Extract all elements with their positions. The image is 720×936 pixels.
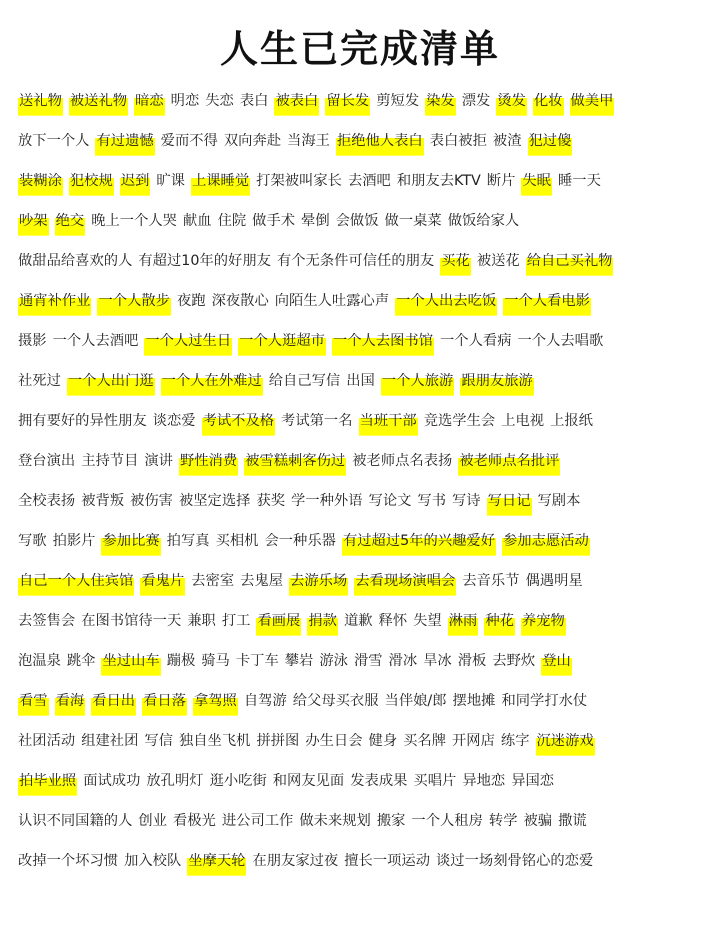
checklist-item: 写剧本 xyxy=(537,493,581,509)
checklist-item: 和同学打水仗 xyxy=(501,693,588,709)
checklist-item-highlighted: 淋雨 xyxy=(448,604,479,638)
checklist-item: 搬家 xyxy=(376,813,406,829)
checklist-item-highlighted: 有过遗憾 xyxy=(95,124,154,158)
checklist-item: 失望 xyxy=(413,613,442,629)
checklist-item-highlighted: 跟朋友旅游 xyxy=(460,364,533,398)
checklist-line xyxy=(18,404,702,444)
checklist-item-highlighted: 失眠 xyxy=(521,164,552,198)
checklist-item-highlighted: 去游乐场 xyxy=(289,564,348,598)
checklist-item: 当伴娘/郎 xyxy=(384,693,447,709)
checklist-item-highlighted: 当班干部 xyxy=(359,404,418,438)
checklist-item-highlighted: 去看现场演唱会 xyxy=(354,564,456,598)
checklist-item: 考试第一名 xyxy=(281,413,353,429)
checklist-item: 打架被叫家长 xyxy=(256,173,342,189)
checklist-item: 滑板 xyxy=(457,653,487,669)
checklist-item: 拍影片 xyxy=(52,533,96,549)
checklist-item-highlighted: 一个人旅游 xyxy=(381,364,454,398)
checklist-item-highlighted: 看雪 xyxy=(18,684,49,718)
checklist-item-highlighted: 被雪糕刺客伤过 xyxy=(244,444,346,478)
checklist-item: 明恋 xyxy=(170,93,200,109)
checklist-item-highlighted: 烫发 xyxy=(496,84,527,118)
checklist-item-highlighted: 留长发 xyxy=(325,84,370,118)
checklist-item: 加入校队 xyxy=(124,853,182,869)
checklist-item: 上电视 xyxy=(501,413,545,429)
checklist-item-highlighted: 写日记 xyxy=(487,484,532,518)
checklist-item: 被伤害 xyxy=(130,493,173,509)
checklist-item: 发表成果 xyxy=(350,773,408,789)
checklist-item: 异国恋 xyxy=(511,773,555,789)
checklist-lines xyxy=(18,84,702,884)
page-title: 人生已完成清单 xyxy=(219,27,500,71)
checklist-item-highlighted: 染发 xyxy=(425,84,456,118)
checklist-item-highlighted: 种花 xyxy=(484,604,515,638)
checklist-item: 全校表扬 xyxy=(18,493,76,509)
checklist-item: 放孔明灯 xyxy=(146,773,204,789)
checklist-item: 打工 xyxy=(221,613,251,629)
checklist-item: 给父母买衣服 xyxy=(292,693,379,709)
checklist-item: 买名牌 xyxy=(403,733,447,749)
checklist-item: 向陌生人吐露心声 xyxy=(274,293,390,309)
checklist-item: 创业 xyxy=(138,813,167,829)
checklist-item: 健身 xyxy=(368,733,398,749)
checklist-item: 深夜散心 xyxy=(211,293,269,309)
checklist-item: 在图书馆待一天 xyxy=(81,613,182,629)
checklist-item: 练字 xyxy=(500,733,530,749)
checklist-item-highlighted: 登山 xyxy=(541,644,572,678)
checklist-item-highlighted: 拍毕业照 xyxy=(18,764,77,798)
checklist-item: 转学 xyxy=(488,813,518,829)
checklist-item: 买相机 xyxy=(215,533,259,549)
checklist-line xyxy=(18,804,702,844)
checklist-item: 夜跑 xyxy=(176,293,206,309)
checklist-item: 和朋友去KTV xyxy=(396,173,481,189)
checklist-item-highlighted: 犯过傻 xyxy=(528,124,573,158)
checklist-item-highlighted: 看日落 xyxy=(142,684,187,718)
checklist-item: 去鬼屋 xyxy=(240,573,284,589)
checklist-item: 表白被拒 xyxy=(429,133,487,149)
checklist-item: 写书 xyxy=(417,493,447,509)
checklist-item: 放下一个人 xyxy=(18,133,90,149)
checklist-item: 独自坐飞机 xyxy=(178,733,251,749)
checklist-item-highlighted: 看日出 xyxy=(91,684,136,718)
checklist-item: 做未来规划 xyxy=(299,813,371,829)
checklist-item: 竞选学生会 xyxy=(423,413,496,429)
checklist-line xyxy=(18,204,702,244)
checklist-item: 表白 xyxy=(239,93,269,109)
checklist-item: 写信 xyxy=(144,733,173,749)
checklist-item: 在朋友家过夜 xyxy=(252,853,339,869)
checklist-item: 买唱片 xyxy=(413,773,457,789)
checklist-item: 出国 xyxy=(346,373,375,389)
checklist-item: 撒谎 xyxy=(558,813,587,829)
checklist-item: 兼职 xyxy=(187,613,216,629)
checklist-item-highlighted: 一个人看电影 xyxy=(503,284,591,318)
checklist-item: 释怀 xyxy=(378,613,408,629)
checklist-item-highlighted: 考试不及格 xyxy=(202,404,275,438)
checklist-item: 做手术 xyxy=(252,213,296,229)
checklist-item: 看极光 xyxy=(172,813,216,829)
checklist-item-highlighted: 被表白 xyxy=(274,84,319,118)
checklist-item-highlighted: 一个人在外难过 xyxy=(161,364,263,398)
checklist-item-highlighted: 犯校规 xyxy=(69,164,114,198)
checklist-item: 演讲 xyxy=(144,453,173,469)
checklist-item-highlighted: 一个人去图书馆 xyxy=(332,324,434,358)
checklist-item: 被骗 xyxy=(523,813,553,829)
checklist-item-highlighted: 迟到 xyxy=(120,164,151,198)
checklist-item-highlighted: 看画展 xyxy=(256,604,301,638)
checklist-line xyxy=(18,644,702,684)
checklist-item: 剪短发 xyxy=(376,93,420,109)
checklist-item-highlighted: 吵架 xyxy=(18,204,49,238)
checklist-item: 双向奔赴 xyxy=(223,133,282,149)
checklist-item: 会一种乐器 xyxy=(264,533,336,549)
checklist-item-highlighted: 化妆 xyxy=(533,84,564,118)
checklist-item: 泡温泉 xyxy=(18,653,61,669)
checklist-item: 获奖 xyxy=(256,493,286,509)
checklist-item: 摄影 xyxy=(18,333,47,349)
checklist-item-highlighted: 被老师点名批评 xyxy=(458,444,560,478)
checklist-item: 有超过10年的好朋友 xyxy=(138,253,271,269)
checklist-item: 旷课 xyxy=(156,173,185,189)
checklist-line xyxy=(18,324,702,364)
checklist-item-highlighted: 买花 xyxy=(440,244,471,278)
checklist-item: 漂发 xyxy=(461,93,491,109)
checklist-item: 爱而不得 xyxy=(160,133,218,149)
checklist-item-highlighted: 野性消费 xyxy=(179,444,238,478)
checklist-line xyxy=(18,284,702,324)
checklist-item: 断片 xyxy=(486,173,516,189)
checklist-line xyxy=(18,364,702,404)
checklist-item: 拥有要好的异性朋友 xyxy=(18,413,147,429)
checklist-line xyxy=(18,604,702,644)
checklist-item-highlighted: 坐摩天轮 xyxy=(187,844,246,878)
checklist-item-highlighted: 绝交 xyxy=(55,204,86,238)
checklist-item-highlighted: 沉迷游戏 xyxy=(536,724,595,758)
checklist-line xyxy=(18,164,702,204)
checklist-item: 开网店 xyxy=(452,733,495,749)
checklist-item: 一个人租房 xyxy=(411,813,483,829)
checklist-item-highlighted: 参加志愿活动 xyxy=(502,524,590,558)
checklist-line xyxy=(18,564,702,604)
checklist-line xyxy=(18,764,702,804)
checklist-item: 拍写真 xyxy=(166,533,210,549)
checklist-line xyxy=(18,724,702,764)
checklist-item-highlighted: 一个人散步 xyxy=(97,284,170,318)
checklist-item-highlighted: 看鬼片 xyxy=(140,564,185,598)
checklist-item-highlighted: 通宵补作业 xyxy=(18,284,91,318)
checklist-item: 学一种外语 xyxy=(291,493,363,509)
checklist-line xyxy=(18,244,702,284)
checklist-item-highlighted: 有过超过5年的兴趣爱好 xyxy=(342,524,496,558)
checklist-item: 和网友见面 xyxy=(272,773,345,789)
checklist-item: 上报纸 xyxy=(550,413,593,429)
checklist-item: 改掉一个坏习惯 xyxy=(18,853,119,869)
checklist-item-highlighted: 一个人出门逛 xyxy=(67,364,155,398)
checklist-item-highlighted: 装糊涂 xyxy=(18,164,63,198)
checklist-item: 游泳 xyxy=(319,653,348,669)
checklist-item: 当海王 xyxy=(287,133,330,149)
checklist-line xyxy=(18,484,702,524)
checklist-item: 献血 xyxy=(182,213,212,229)
checklist-item: 被背叛 xyxy=(81,493,125,509)
checklist-line xyxy=(18,684,702,724)
checklist-item: 晕倒 xyxy=(301,213,330,229)
checklist-item: 跳伞 xyxy=(66,653,96,669)
checklist-item: 会做饭 xyxy=(335,213,379,229)
checklist-item-highlighted: 做美甲 xyxy=(570,84,615,118)
checklist-item-highlighted: 给自己买礼物 xyxy=(526,244,614,278)
checklist-item-highlighted: 捐款 xyxy=(307,604,338,638)
checklist-item-highlighted: 拿驾照 xyxy=(193,684,238,718)
checklist-item: 被送花 xyxy=(476,253,520,269)
checklist-line xyxy=(18,844,702,884)
checklist-item: 主持节目 xyxy=(81,453,139,469)
checklist-line xyxy=(18,524,702,564)
checklist-item: 逛小吃街 xyxy=(209,773,267,789)
checklist-item: 做一桌菜 xyxy=(384,213,442,229)
checklist-item-highlighted: 养宠物 xyxy=(521,604,566,638)
checklist-item: 摆地摊 xyxy=(452,693,496,709)
checklist-item: 去酒吧 xyxy=(347,173,391,189)
checklist-item: 进公司工作 xyxy=(221,813,294,829)
checklist-item: 滑雪 xyxy=(353,653,383,669)
checklist-item-highlighted: 送礼物 xyxy=(18,84,63,118)
checklist-item: 异地恋 xyxy=(462,773,506,789)
checklist-item: 晚上一个人哭 xyxy=(91,213,177,229)
checklist-item: 社团活动 xyxy=(18,733,76,749)
checklist-item: 认识不同国籍的人 xyxy=(18,813,133,829)
checklist-item: 道歉 xyxy=(343,613,373,629)
checklist-item: 面试成功 xyxy=(83,773,141,789)
checklist-item: 骑马 xyxy=(201,653,230,669)
checklist-item: 攀岩 xyxy=(284,653,314,669)
checklist-item: 滑冰 xyxy=(388,653,418,669)
checklist-item: 蹦极 xyxy=(166,653,196,669)
checklist-item: 被渣 xyxy=(492,133,522,149)
checklist-item-highlighted: 一个人逛超市 xyxy=(238,324,326,358)
checklist-item: 被老师点名表扬 xyxy=(352,453,453,469)
checklist-item: 一个人去唱歌 xyxy=(517,333,604,349)
checklist-item: 自驾游 xyxy=(243,693,287,709)
checklist-item-highlighted: 暗恋 xyxy=(134,84,165,118)
checklist-item: 办生日会 xyxy=(305,733,363,749)
checklist-item-highlighted: 上课睡觉 xyxy=(191,164,250,198)
checklist-item: 社死过 xyxy=(18,373,61,389)
checklist-item-highlighted: 一个人出去吃饭 xyxy=(395,284,497,318)
checklist-item: 拼拼图 xyxy=(256,733,300,749)
checklist-item: 组建社团 xyxy=(81,733,139,749)
checklist-item-highlighted: 一个人过生日 xyxy=(144,324,232,358)
checklist-item: 去签售会 xyxy=(18,613,76,629)
checklist-item-highlighted: 看海 xyxy=(55,684,86,718)
checklist-item: 被坚定选择 xyxy=(178,493,251,509)
checklist-item-highlighted: 自己一个人住宾馆 xyxy=(18,564,134,598)
checklist-item: 去音乐节 xyxy=(462,573,520,589)
checklist-item-highlighted: 拒绝他人表白 xyxy=(336,124,424,158)
checklist-item: 去野炊 xyxy=(492,653,536,669)
checklist-line xyxy=(18,444,702,484)
checklist-item: 写歌 xyxy=(18,533,47,549)
checklist-item: 偶遇明星 xyxy=(525,573,583,589)
checklist-item: 一个人去酒吧 xyxy=(52,333,139,349)
checklist-item: 一个人看病 xyxy=(440,333,512,349)
checklist-item-highlighted: 坐过山车 xyxy=(101,644,160,678)
checklist-item: 谈过一场刻骨铭心的恋爱 xyxy=(436,853,594,869)
checklist-item: 擅长一项运动 xyxy=(344,853,431,869)
checklist-item-highlighted: 被送礼物 xyxy=(69,84,128,118)
checklist-item: 去密室 xyxy=(191,573,235,589)
checklist-item: 卡丁车 xyxy=(235,653,279,669)
checklist-item: 旱冰 xyxy=(423,653,452,669)
checklist-item: 睡一天 xyxy=(557,173,601,189)
checklist-line xyxy=(18,84,702,124)
checklist-item-highlighted: 参加比赛 xyxy=(101,524,160,558)
checklist-item: 写论文 xyxy=(368,493,412,509)
checklist-item: 做饭给家人 xyxy=(447,213,520,229)
checklist-line xyxy=(18,124,702,164)
checklist-item: 住院 xyxy=(217,213,247,229)
checklist-item: 谈恋爱 xyxy=(152,413,196,429)
checklist-item: 失恋 xyxy=(205,93,234,109)
checklist-item: 登台演出 xyxy=(18,453,76,469)
checklist-item: 有个无条件可信任的朋友 xyxy=(276,253,435,269)
checklist-item: 写诗 xyxy=(452,493,481,509)
checklist-item: 做甜品给喜欢的人 xyxy=(18,253,133,269)
checklist-item: 给自己写信 xyxy=(268,373,341,389)
